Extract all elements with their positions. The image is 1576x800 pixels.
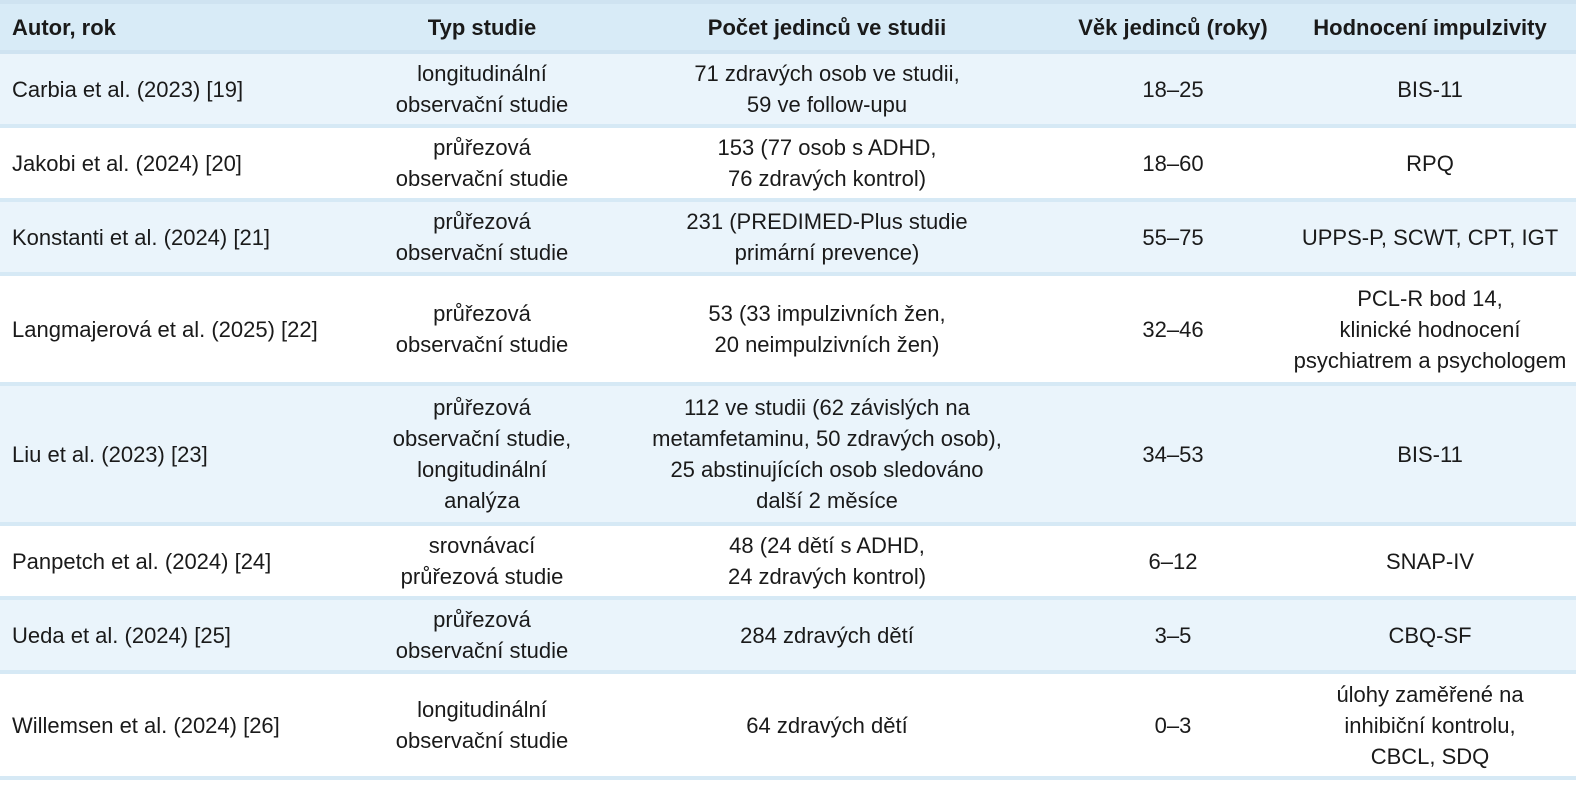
cell-author: Ueda et al. (2024) [25]: [0, 598, 372, 672]
cell-study-type-line: srovnávací: [428, 533, 536, 558]
cell-subject-count: [592, 52, 1062, 126]
cell-subject-count-line: 25 abstinujících osob sledováno: [670, 457, 984, 482]
cell-impulsivity-assessment-line: BIS-11: [1397, 76, 1463, 102]
cell-study-type-line: longitudinální: [417, 697, 547, 722]
header-subject-age: Věk jedinců (roky): [1062, 2, 1284, 52]
cell-subject-count-line: 231 (PREDIMED-Plus studie: [686, 209, 968, 234]
cell-author: Willemsen et al. (2024) [26]: [0, 672, 372, 778]
cell-study-type-line: observační studie: [395, 332, 569, 357]
header-author: Autor, rok: [0, 2, 372, 52]
table-row: [0, 52, 1576, 126]
cell-study-type-line: observační studie: [395, 728, 569, 753]
cell-impulsivity-assessment-line: psychiatrem a psychologem: [1293, 347, 1567, 373]
cell-subject-count-line: 76 zdravých kontrol): [727, 166, 927, 191]
cell-subject-age: 32–46: [1062, 274, 1284, 384]
cell-study-type: [372, 126, 592, 200]
table-row: [0, 672, 1576, 778]
cell-subject-count: [592, 274, 1062, 384]
cell-impulsivity-assessment: [1284, 672, 1576, 778]
cell-subject-count-line: primární prevence): [734, 240, 920, 265]
cell-study-type: [372, 384, 592, 524]
cell-author: Konstanti et al. (2024) [21]: [0, 200, 372, 274]
cell-study-type: [372, 524, 592, 598]
cell-subject-count-line: 53 (33 impulzivních žen,: [708, 301, 946, 326]
cell-impulsivity-assessment: [1284, 524, 1576, 598]
cell-subject-count-line: 59 ve follow-upu: [746, 92, 908, 117]
cell-author: Liu et al. (2023) [23]: [0, 384, 372, 524]
cell-author: Jakobi et al. (2024) [20]: [0, 126, 372, 200]
cell-subject-count: [592, 672, 1062, 778]
cell-subject-age: 18–25: [1062, 52, 1284, 126]
cell-impulsivity-assessment-line: SNAP-IV: [1385, 548, 1475, 574]
cell-subject-count: [592, 126, 1062, 200]
cell-study-type-line: průřezová: [433, 209, 531, 234]
cell-impulsivity-assessment-line: úlohy zaměřené na: [1336, 681, 1524, 707]
table-row: [0, 384, 1576, 524]
cell-impulsivity-assessment-line: PCL-R bod 14,: [1357, 285, 1503, 311]
cell-impulsivity-assessment-line: CBCL, SDQ: [1370, 743, 1490, 769]
cell-study-type: [372, 672, 592, 778]
table-row: [0, 126, 1576, 200]
cell-impulsivity-assessment: [1284, 274, 1576, 384]
cell-subject-count-line: 71 zdravých osob ve studii,: [694, 61, 960, 86]
header-subject-count: Počet jedinců ve studii: [592, 2, 1062, 52]
cell-study-type: [372, 274, 592, 384]
cell-subject-age: 34–53: [1062, 384, 1284, 524]
cell-author: Panpetch et al. (2024) [24]: [0, 524, 372, 598]
cell-impulsivity-assessment: [1284, 200, 1576, 274]
cell-subject-count-line: 153 (77 osob s ADHD,: [717, 135, 937, 160]
cell-impulsivity-assessment: [1284, 52, 1576, 126]
cell-study-type-line: longitudinální: [417, 61, 547, 86]
cell-study-type-line: analýza: [444, 488, 520, 513]
cell-subject-count: [592, 598, 1062, 672]
cell-subject-count-line: další 2 měsíce: [756, 488, 898, 513]
cell-subject-age: 18–60: [1062, 126, 1284, 200]
cell-study-type-line: průřezová: [433, 607, 531, 632]
cell-subject-age: 55–75: [1062, 200, 1284, 274]
cell-impulsivity-assessment-line: BIS-11: [1397, 441, 1463, 467]
cell-study-type-line: průřezová studie: [400, 564, 564, 589]
cell-subject-count: [592, 384, 1062, 524]
cell-impulsivity-assessment: [1284, 384, 1576, 524]
cell-study-type: [372, 52, 592, 126]
header-impulsivity-assessment: Hodnocení impulzivity: [1284, 2, 1576, 52]
cell-subject-count-line: 20 neimpulzivních žen): [714, 332, 940, 357]
cell-impulsivity-assessment: [1284, 598, 1576, 672]
cell-subject-count: [592, 200, 1062, 274]
cell-impulsivity-assessment-line: inhibiční kontrolu,: [1344, 712, 1516, 738]
cell-impulsivity-assessment: [1284, 126, 1576, 200]
table-row: [0, 274, 1576, 384]
table-body: [0, 52, 1576, 778]
table-row: [0, 524, 1576, 598]
table-row: [0, 200, 1576, 274]
cell-subject-count-line: 24 zdravých kontrol): [727, 564, 927, 589]
cell-subject-count-line: 64 zdravých dětí: [746, 712, 908, 738]
cell-subject-age: 0–3: [1062, 672, 1284, 778]
cell-study-type-line: průřezová: [433, 301, 531, 326]
cell-subject-count-line: 112 ve studii (62 závislých na: [684, 395, 970, 420]
cell-study-type-line: observační studie: [395, 638, 569, 663]
cell-study-type-line: observační studie,: [392, 426, 572, 451]
cell-study-type-line: průřezová: [433, 135, 531, 160]
cell-study-type-line: observační studie: [395, 92, 569, 117]
cell-study-type: [372, 200, 592, 274]
cell-impulsivity-assessment-line: RPQ: [1406, 150, 1454, 176]
table-row: [0, 598, 1576, 672]
cell-study-type: [372, 598, 592, 672]
cell-impulsivity-assessment-line: klinické hodnocení: [1339, 316, 1521, 342]
cell-subject-count-line: 48 (24 dětí s ADHD,: [729, 533, 925, 558]
cell-subject-age: 6–12: [1062, 524, 1284, 598]
cell-subject-count-line: 284 zdravých dětí: [740, 622, 914, 648]
cell-study-type-line: observační studie: [395, 240, 569, 265]
cell-study-type-line: průřezová: [433, 395, 531, 420]
table-header: [0, 2, 1576, 52]
cell-subject-count-line: metamfetaminu, 50 zdravých osob),: [652, 426, 1002, 451]
cell-impulsivity-assessment-line: CBQ-SF: [1388, 622, 1472, 648]
header-row: [0, 2, 1576, 52]
cell-study-type-line: longitudinální: [417, 457, 547, 482]
header-study-type: Typ studie: [372, 2, 592, 52]
cell-impulsivity-assessment-line: UPPS-P, SCWT, CPT, IGT: [1301, 224, 1559, 250]
cell-subject-age: 3–5: [1062, 598, 1284, 672]
cell-author: Carbia et al. (2023) [19]: [0, 52, 372, 126]
cell-author: Langmajerová et al. (2025) [22]: [0, 274, 372, 384]
cell-study-type-line: observační studie: [395, 166, 569, 191]
cell-subject-count: [592, 524, 1062, 598]
